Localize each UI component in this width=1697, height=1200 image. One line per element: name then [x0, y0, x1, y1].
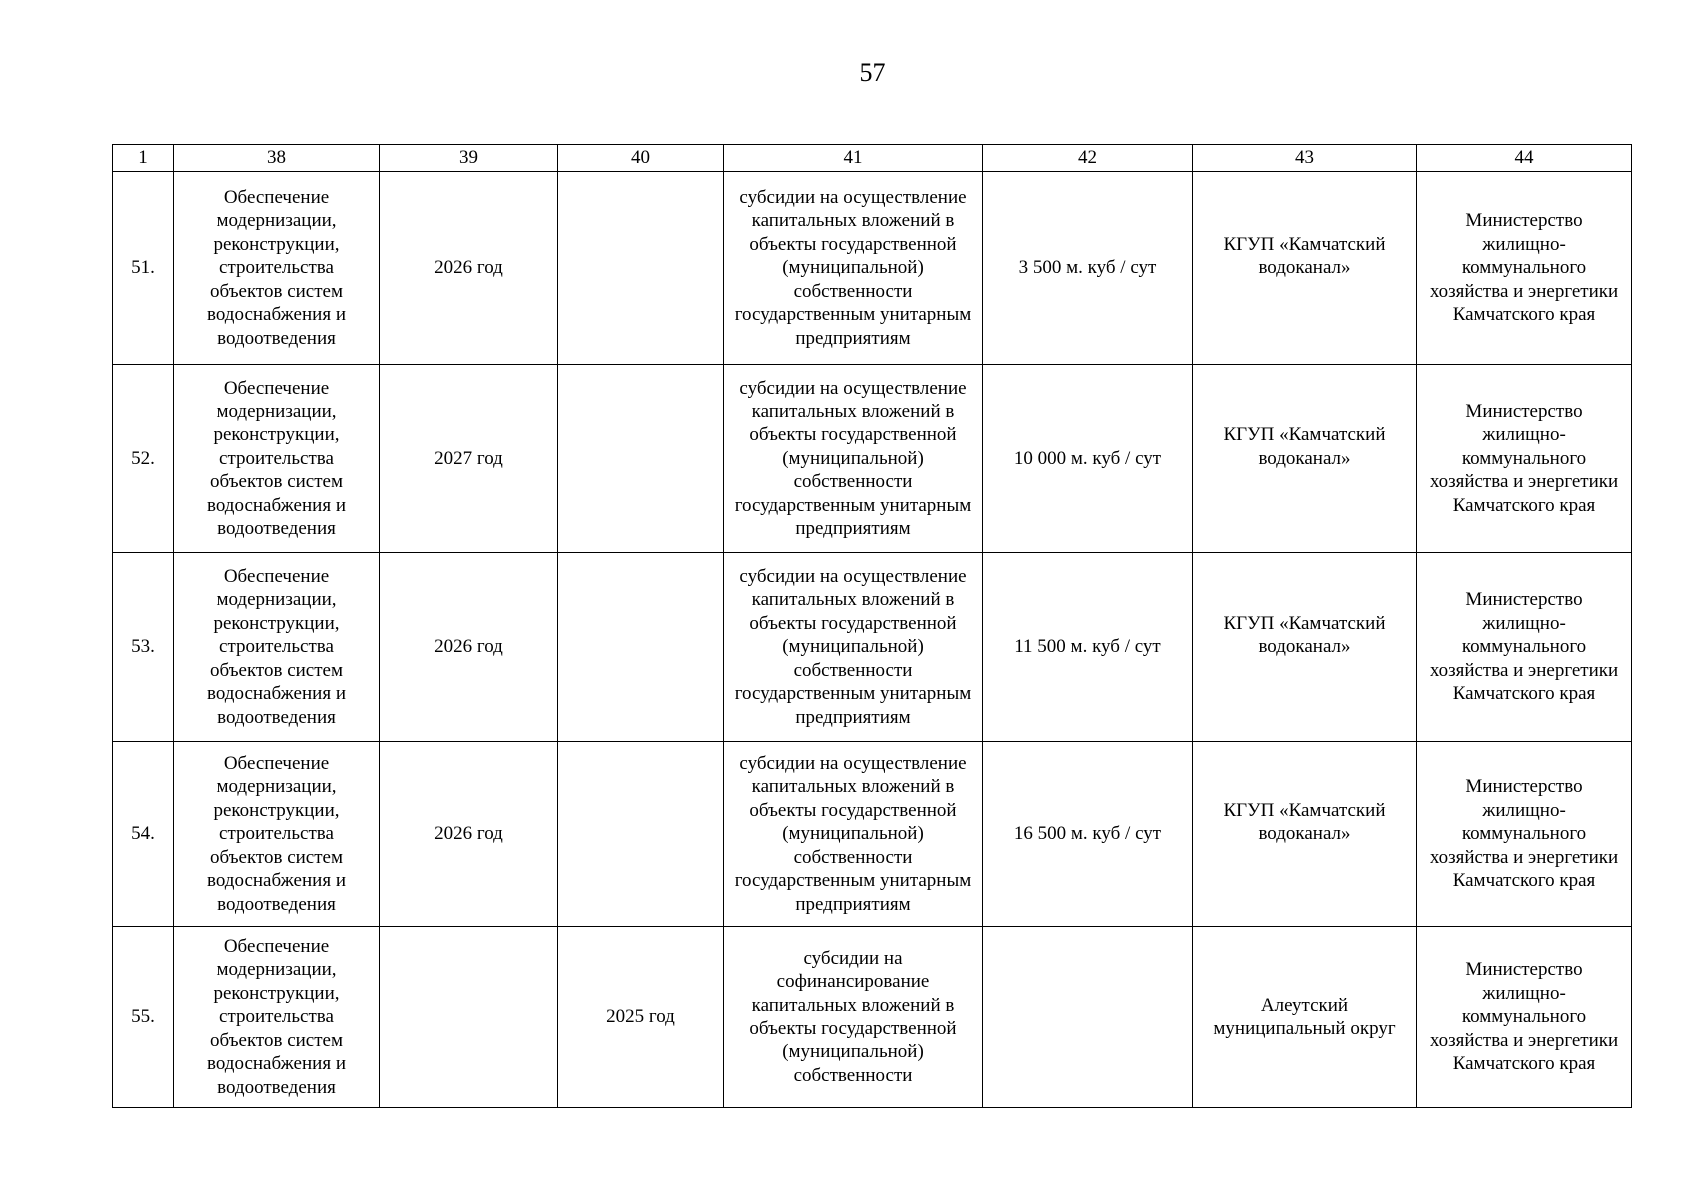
capacity-cell: 16 500 м. куб / сут — [983, 742, 1193, 927]
cell-line: жилищно- — [1482, 612, 1566, 634]
cell-line: (муниципальной) — [782, 636, 924, 658]
year-cell-39: 2026 год — [380, 553, 558, 742]
cell-line: водоснабжения и — [207, 870, 346, 892]
capacity-cell: 10 000 м. куб / сут — [983, 365, 1193, 553]
cell-line: коммунального — [1461, 636, 1587, 658]
year-cell-40 — [558, 365, 724, 553]
year-cell-39: 2027 год — [380, 365, 558, 553]
cell-line: объектов систем — [210, 471, 343, 493]
cell-line: объекты государственной — [749, 424, 957, 446]
table-row — [113, 365, 1632, 553]
event-name-cell — [174, 553, 380, 742]
cell-line: государственным унитарным — [734, 494, 972, 516]
header-col-41: 41 — [724, 145, 983, 172]
year-cell-40 — [558, 553, 724, 742]
cell-line: Камчатского края — [1452, 870, 1596, 892]
cell-line: хозяйства и энергетики — [1429, 846, 1619, 868]
ministry-cell — [1417, 172, 1632, 365]
subsidy-type-cell — [724, 927, 983, 1108]
cell-line: коммунального — [1461, 823, 1587, 845]
row-number: 51. — [113, 172, 174, 365]
page-number: 57 — [859, 58, 886, 87]
cell-line: реконструкции, — [213, 982, 340, 1004]
cell-line: объектов систем — [210, 846, 343, 868]
cell-line: водоотведения — [217, 1076, 336, 1098]
cell-line: модернизации, — [216, 589, 337, 611]
cell-line: объекты государственной — [749, 799, 957, 821]
row-number: 53. — [113, 553, 174, 742]
cell-line: Обеспечение — [223, 566, 330, 588]
cell-line: жилищно- — [1482, 233, 1566, 255]
header-col-39: 39 — [380, 145, 558, 172]
cell-line: капитальных вложений в — [751, 400, 955, 422]
cell-line: Министерство — [1465, 776, 1583, 798]
cell-line: водоотведения — [217, 518, 336, 540]
capacity-cell: 3 500 м. куб / сут — [983, 172, 1193, 365]
cell-line: хозяйства и энергетики — [1429, 1029, 1619, 1051]
cell-line: муниципальный округ — [1213, 1018, 1396, 1039]
cell-line: хозяйства и энергетики — [1429, 280, 1619, 302]
cell-line: Министерство — [1465, 589, 1583, 611]
cell-line: (муниципальной) — [782, 257, 924, 279]
cell-line: субсидии на осуществление — [739, 566, 967, 588]
cell-line: объектов систем — [210, 1029, 343, 1051]
row-number: 55. — [113, 927, 174, 1108]
table-row — [113, 927, 1632, 1108]
subsidy-type-cell — [724, 742, 983, 927]
cell-line: объекты государственной — [749, 1018, 957, 1039]
cell-line: Обеспечение — [223, 753, 330, 775]
cell-line: Обеспечение — [223, 377, 330, 399]
recipient-cell — [1193, 742, 1417, 927]
cell-line: водоотведения — [217, 327, 336, 349]
header-col-42: 42 — [983, 145, 1193, 172]
cell-line: водоотведения — [217, 706, 336, 728]
cell-line: государственным унитарным — [734, 870, 972, 892]
cell-line: субсидии на осуществление — [739, 753, 967, 775]
cell-line: жилищно- — [1482, 799, 1566, 821]
capacity-cell — [983, 927, 1193, 1108]
cell-line: водоснабжения и — [207, 1053, 346, 1075]
row-number: 52. — [113, 365, 174, 553]
cell-line: объекты государственной — [749, 233, 957, 255]
cell-line: Камчатского края — [1452, 1053, 1596, 1075]
cell-line: реконструкции, — [213, 233, 340, 255]
cell-line: государственным унитарным — [734, 683, 972, 705]
subsidy-type-cell — [724, 553, 983, 742]
year-cell-39: 2026 год — [380, 742, 558, 927]
cell-line: строительства — [219, 636, 334, 658]
cell-line: коммунального — [1461, 1006, 1587, 1028]
cell-line: Камчатского края — [1452, 683, 1596, 705]
cell-line: (муниципальной) — [782, 1041, 924, 1063]
event-name-cell — [174, 927, 380, 1108]
cell-line: субсидии на осуществление — [739, 377, 967, 399]
cell-line: софинансирование — [776, 971, 930, 993]
header-col-1: 1 — [113, 145, 174, 172]
cell-line: капитальных вложений в — [751, 776, 955, 798]
year-cell-40: 2025 год — [558, 927, 724, 1108]
cell-line: реконструкции, — [213, 424, 340, 446]
cell-line: водоснабжения и — [207, 494, 346, 516]
table-row — [113, 553, 1632, 742]
cell-line: Министерство — [1465, 959, 1583, 981]
cell-line: КГУП «Камчатский — [1223, 612, 1386, 634]
year-cell-40 — [558, 172, 724, 365]
header-col-38: 38 — [174, 145, 380, 172]
cell-line: реконструкции, — [213, 799, 340, 821]
cell-line: собственности — [793, 280, 913, 302]
cell-line: (муниципальной) — [782, 447, 924, 469]
cell-line: предприятиям — [795, 518, 911, 540]
header-col-40: 40 — [558, 145, 724, 172]
data-table — [112, 144, 1632, 1108]
cell-line: водоканал» — [1258, 447, 1351, 469]
row-number: 54. — [113, 742, 174, 927]
cell-line: объекты государственной — [749, 612, 957, 634]
cell-line: капитальных вложений в — [751, 994, 955, 1016]
cell-line: государственным унитарным — [734, 304, 972, 326]
capacity-cell: 11 500 м. куб / сут — [983, 553, 1193, 742]
cell-line: модернизации, — [216, 776, 337, 798]
cell-line: КГУП «Камчатский — [1223, 424, 1386, 446]
cell-line: предприятиям — [795, 893, 911, 915]
subsidy-type-cell — [724, 365, 983, 553]
subsidy-type-cell — [724, 172, 983, 365]
cell-line: водоснабжения и — [207, 683, 346, 705]
cell-line: Министерство — [1465, 210, 1583, 232]
cell-line: субсидии на осуществление — [739, 187, 967, 209]
cell-line: объектов систем — [210, 280, 343, 302]
year-cell-40 — [558, 742, 724, 927]
header-col-43: 43 — [1193, 145, 1417, 172]
year-cell-39 — [380, 927, 558, 1108]
event-name-cell — [174, 172, 380, 365]
cell-line: субсидии на — [803, 947, 903, 969]
cell-line: (муниципальной) — [782, 823, 924, 845]
cell-line: предприятиям — [795, 706, 911, 728]
recipient-cell — [1193, 553, 1417, 742]
cell-line: модернизации, — [216, 210, 337, 232]
cell-line: Камчатского края — [1452, 304, 1596, 326]
cell-line: собственности — [793, 846, 913, 868]
cell-line: водоканал» — [1258, 823, 1351, 845]
table-row — [113, 172, 1632, 365]
cell-line: Обеспечение — [223, 936, 330, 958]
cell-line: строительства — [219, 823, 334, 845]
ministry-cell — [1417, 742, 1632, 927]
cell-line: жилищно- — [1482, 424, 1566, 446]
cell-line: КГУП «Камчатский — [1223, 799, 1386, 821]
cell-line: Алеутский — [1260, 994, 1349, 1016]
cell-line: строительства — [219, 447, 334, 469]
cell-line: собственности — [793, 471, 913, 493]
cell-line: строительства — [219, 1006, 334, 1028]
cell-line: капитальных вложений в — [751, 589, 955, 611]
cell-line: Обеспечение — [223, 187, 330, 209]
cell-line: водоснабжения и — [207, 304, 346, 326]
cell-line: капитальных вложений в — [751, 210, 955, 232]
recipient-cell — [1193, 365, 1417, 553]
cell-line: коммунального — [1461, 447, 1587, 469]
event-name-cell — [174, 365, 380, 553]
ministry-cell — [1417, 553, 1632, 742]
cell-line: хозяйства и энергетики — [1429, 659, 1619, 681]
ministry-cell — [1417, 927, 1632, 1108]
cell-line: предприятиям — [795, 327, 911, 349]
table-row — [113, 742, 1632, 927]
cell-line: модернизации, — [216, 959, 337, 981]
cell-line: строительства — [219, 257, 334, 279]
header-col-44: 44 — [1417, 145, 1632, 172]
recipient-cell — [1193, 172, 1417, 365]
cell-line: реконструкции, — [213, 612, 340, 634]
cell-line: водоканал» — [1258, 257, 1351, 279]
cell-line: водоотведения — [217, 893, 336, 915]
cell-line: жилищно- — [1482, 982, 1566, 1004]
cell-line: собственности — [793, 659, 913, 681]
cell-line: КГУП «Камчатский — [1223, 233, 1386, 255]
cell-line: объектов систем — [210, 659, 343, 681]
cell-line: собственности — [793, 1064, 913, 1086]
cell-line: водоканал» — [1258, 636, 1351, 658]
header-row — [113, 145, 1632, 172]
cell-line: модернизации, — [216, 400, 337, 422]
event-name-cell — [174, 742, 380, 927]
cell-line: Министерство — [1465, 400, 1583, 422]
cell-line: Камчатского края — [1452, 494, 1596, 516]
cell-line: хозяйства и энергетики — [1429, 471, 1619, 493]
year-cell-39: 2026 год — [380, 172, 558, 365]
ministry-cell — [1417, 365, 1632, 553]
cell-line: коммунального — [1461, 257, 1587, 279]
recipient-cell — [1193, 927, 1417, 1108]
